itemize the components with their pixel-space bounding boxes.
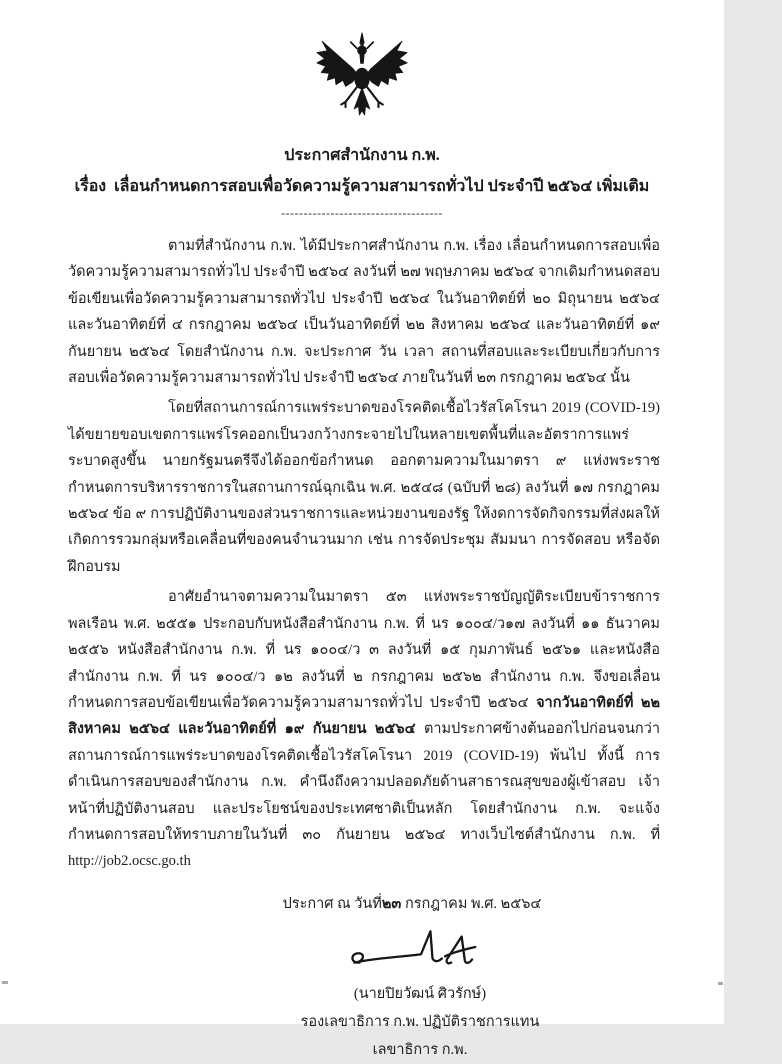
document-body: [68, 233, 660, 875]
document-subject: เรื่อง เลื่อนกำหนดการสอบเพื่อวัดความรู้ความสามารถทั่วไป ประจำปี ๒๕๖๔ เพิ่มเติม: [74, 178, 650, 195]
garuda-emblem-icon: [310, 32, 414, 132]
paragraph-3: [68, 584, 660, 874]
document-title: ประกาศสำนักงาน ก.พ.: [284, 147, 440, 164]
paragraph-1-text: ตามที่สำนักงาน ก.พ. ได้มีประกาศสำนักงาน ก.พ. เรื่อง เลื่อนกำหนดการสอบเพื่อวัดความรู้ความสามารถทั่วไป ประจำปี ๒๕๖๔ ลงวันที่ ๒๗ พฤษภาคม ๒๕๖๔ จากเดิมกำหนดสอบข้อเขียนเพื่อวัดความรู้ความสามารถทั่วไป ประจำปี ๒๕๖๔ ในวันอาทิตย์ที่ ๒๐ มิถุนายน ๒๕๖๔ และวันอาทิตย์ที่ ๔ กรกฎาคม ๒๕๖๔ เป็นวันอาทิตย์ที่ ๒๒ สิงหาคม ๒๕๖๔ และวันอาทิตย์ที่ ๑๙ กันยายน ๒๕๖๔ โดยสำนักงาน ก.พ. จะประกาศ วัน เวลา สถานที่สอบและระเบียบเกี่ยวกับการสอบเพื่อวัดความรู้ความสามารถทั่วไป ประจำปี ๒๕๖๔ ภายในวันที่ ๒๓ กรกฎาคม ๒๕๖๔ นั้น: [68, 238, 660, 387]
dashed-divider: ------------------------------------: [281, 206, 443, 220]
scan-artifact: [718, 982, 723, 985]
issued-prefix: ประกาศ ณ วันที่: [282, 895, 382, 912]
signatory-position-1: รองเลขาธิการ ก.พ. ปฏิบัติราชการแทน: [300, 1013, 540, 1030]
signatory-name: (นายปิยวัฒน์ ศิวรักษ์): [353, 985, 487, 1002]
issued-day: ๒๓: [381, 895, 402, 912]
scan-artifact: [2, 981, 8, 984]
issued-rest: กรกฎาคม พ.ศ. ๒๕๖๔: [401, 895, 542, 912]
paragraph-3-postponed-dates: จากวันอาทิตย์ที่ ๒๒ สิงหาคม ๒๕๖๔ และวันอาทิตย์ที่ ๑๙ กันยายน ๒๕๖๔: [68, 694, 661, 738]
emblem-container: [0, 0, 724, 134]
paragraph-1: [68, 233, 660, 391]
paragraph-2: [68, 395, 660, 580]
handwritten-signature: [345, 923, 495, 973]
signature-block: [58, 923, 782, 1064]
paragraph-3-text-before: อาศัยอำนาจตามความในมาตรา ๕๓ แห่งพระราชบัญญัติระเบียบข้าราชการพลเรือน พ.ศ. ๒๕๕๑ ประกอบกับหนังสือสำนักงาน ก.พ. ที่ นร ๑๐๐๔/ว๑๗ ลงวันที่ ๑๑ ธันวาคม ๒๕๕๖ หนังสือสำนักงาน ก.พ. ที่ นร ๑๐๐๔/ว ๓ ลงวันที่ ๑๕ กุมภาพันธ์ ๒๕๖๑ และหนังสือสำนักงาน ก.พ. ที่ นร ๑๐๐๔/ว ๑๒ ลงวันที่ ๒ กรกฎาคม ๒๕๖๒ สำนักงาน ก.พ. จึงขอเลื่อนกำหนดการสอบข้อเขียนเพื่อวัดความรู้ความสามารถทั่วไป ประจำปี ๒๕๖๔: [68, 589, 660, 711]
paragraph-2-text: โดยที่สถานการณ์การแพร่ระบาดของโรคติดเชื้อไวรัสโคโรนา 2019 (COVID-19) ได้ขยายขอบเขตการแพร่โรคออกเป็นวงกว้างกระจายไปในหลายเขตพื้นที่และอัตราการแพร่ระบาดสูงขึ้น นายกรัฐมนตรีจึงได้ออกข้อกำหนด ออกตามความในมาตรา ๙ แห่งพระราชกำหนดการบริหารราชการในสถานการณ์ฉุกเฉิน พ.ศ. ๒๕๔๘ (ฉบับที่ ๒๘) ลงวันที่ ๑๗ กรกฎาคม ๒๕๖๔ ข้อ ๙ การปฏิบัติงานของส่วนราชการและหน่วยงานของรัฐ ให้งดการจัดกิจกรรมที่ส่งผลให้เกิดการรวมกลุ่มหรือเคลื่อนที่ของคนจำนวนมาก เช่น การจัดประชุม สัมมนา การจัดสอบ หรือจัดฝึกอบรม: [68, 400, 660, 575]
issued-date-line: [50, 891, 774, 917]
signatory-position-2: เลขาธิการ ก.พ.: [372, 1041, 468, 1058]
paragraph-3-text-after: ตามประกาศข้างต้นออกไปก่อนจนกว่าสถานการณ์การแพร่ระบาดของโรคติดเชื้อไวรัสโคโรนา 2019 (COVID-19) พ้นไป ทั้งนี้ การดำเนินการสอบของสำนักงาน ก.พ. คำนึงถึงความปลอดภัยด้านสาธารณสุขของผู้เข้าสอบ เจ้าหน้าที่ปฏิบัติงานสอบ และประโยชน์ของประเทศชาติเป็นหลัก โดยสำนักงาน ก.พ. จะแจ้งกำหนดการสอบให้ทราบภายในวันที่ ๓๐ กันยายน ๒๕๖๔ ทางเว็บไซต์สำนักงาน ก.พ. ที่ http://job2.ocsc.go.th: [68, 721, 660, 870]
